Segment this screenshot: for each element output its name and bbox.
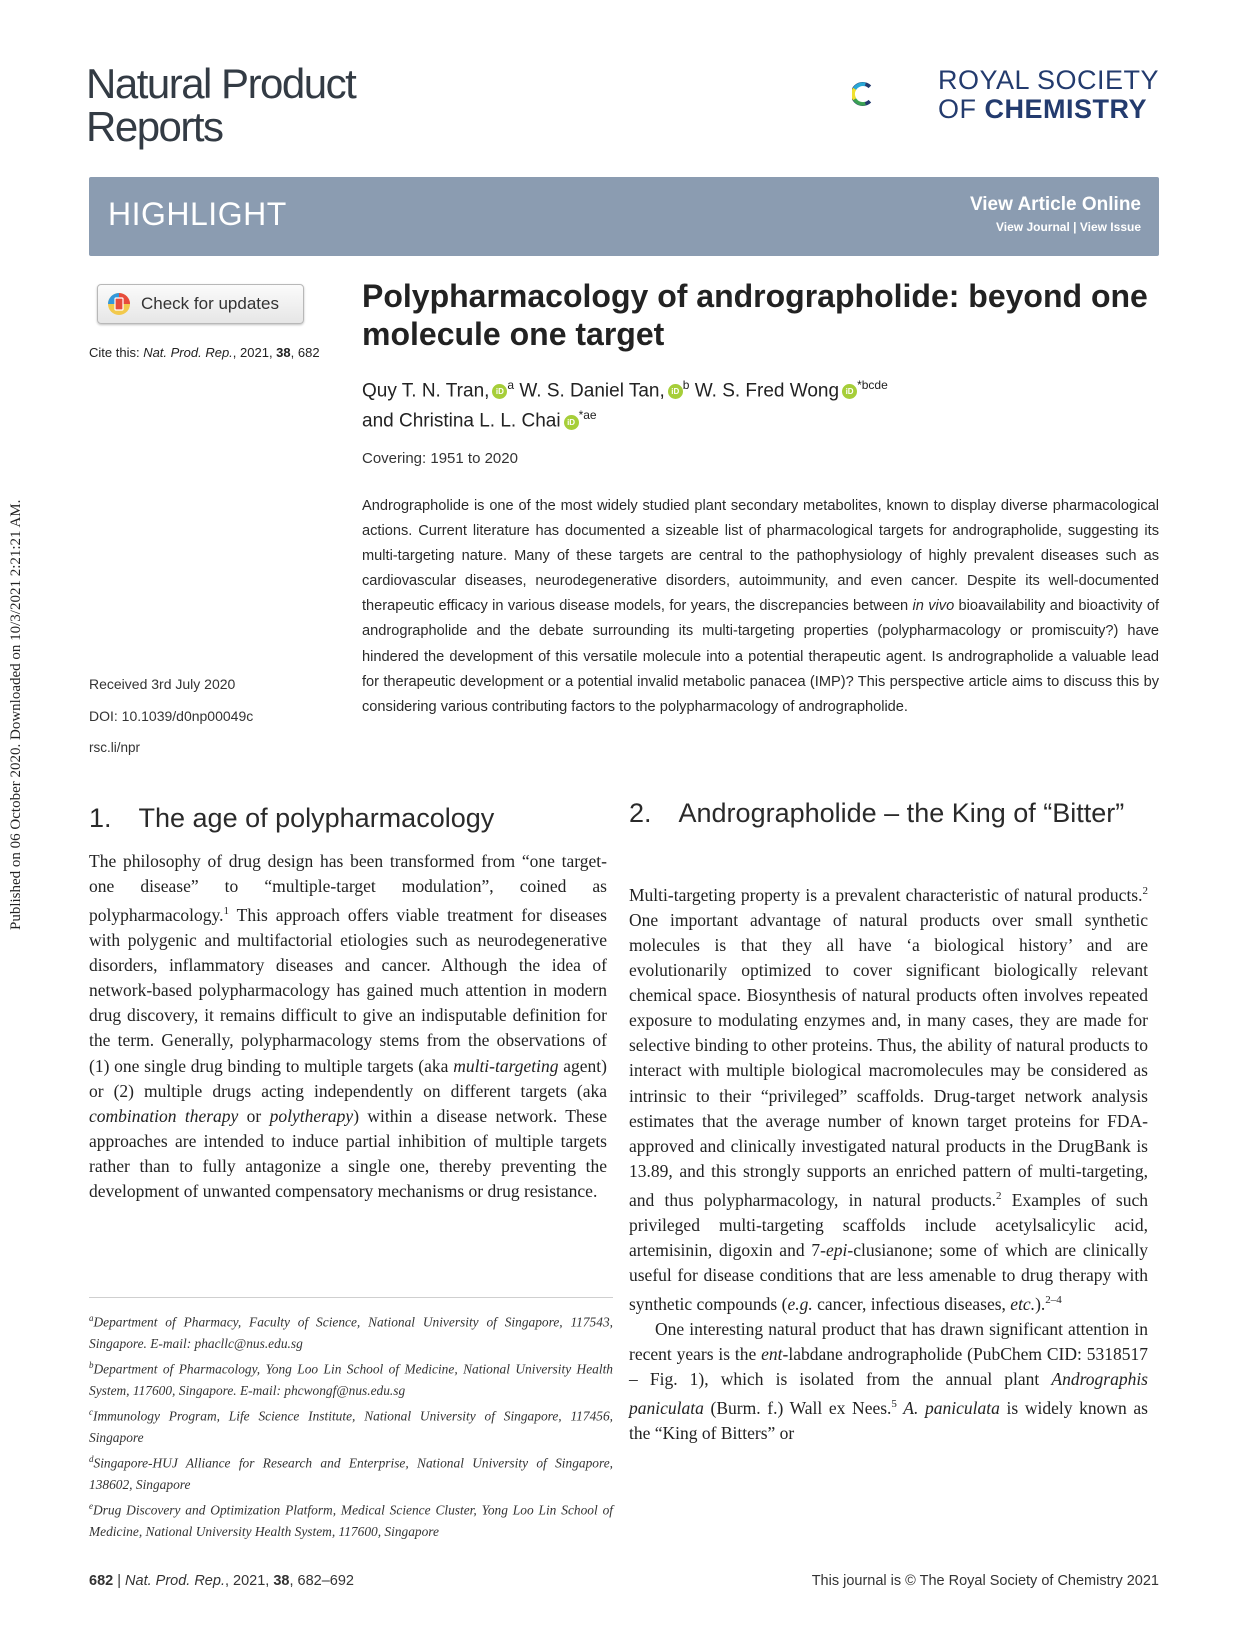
footnote-item: $^d$Singapore-HUJ Alliance for Research and Enterprise, National University of Singapore, 138602, Singapore bbox=[89, 1454, 613, 1493]
journal-link[interactable]: rsc.li/npr bbox=[89, 740, 141, 755]
abstract-text: bioavailability and bioactivity of andrographolide and the debate surrounding its multi-targeting properties (polypharmacology or promiscuity?) have hindered the development of this versatile molecule into a potential therapeutic agent. Is andrographolide a valuable lead for therapeutic development or a potential invalid metabolic panacea (IMP)? This perspective article aims to discuss this by considering various contributing factors to the polypharmacology of andrographolide. bbox=[362, 598, 1159, 715]
orcid-icon[interactable]: iD bbox=[564, 415, 579, 430]
article-links bbox=[970, 194, 1141, 234]
publisher-chem: CHEMISTRY bbox=[984, 94, 1148, 124]
covering-period: Covering: 1951 to 2020 bbox=[362, 450, 518, 467]
author-affiliation: a bbox=[507, 378, 515, 392]
reference-mark[interactable]: 2–4 bbox=[1045, 1294, 1062, 1307]
check-for-updates-label: Check for updates bbox=[141, 294, 279, 313]
received-date: Received 3rd July 2020 bbox=[89, 676, 236, 692]
orcid-icon[interactable]: iD bbox=[842, 384, 857, 399]
page-footer-left bbox=[89, 1573, 354, 1589]
cite-page: , 682 bbox=[290, 345, 320, 360]
orcid-icon[interactable]: iD bbox=[492, 384, 507, 399]
doi[interactable]: DOI: 10.1039/d0np00049c bbox=[89, 708, 254, 724]
page-number: 682 bbox=[89, 1573, 114, 1589]
publisher-of: OF bbox=[938, 94, 977, 124]
reference-mark[interactable]: 5 bbox=[891, 1398, 897, 1411]
footer-separator: | bbox=[113, 1573, 126, 1589]
view-issue-link[interactable]: View Issue bbox=[1079, 220, 1141, 234]
reference-mark[interactable]: 2 bbox=[1142, 885, 1148, 897]
rsc-logo-icon bbox=[852, 50, 932, 138]
author-name[interactable]: Quy T. N. Tran, bbox=[362, 380, 490, 402]
author-affiliation: b bbox=[682, 378, 690, 392]
reference-mark[interactable]: 1 bbox=[223, 905, 229, 918]
abstract-emphasis: in vivo bbox=[912, 598, 955, 615]
section-2-heading: 2. Andrographolide – the King of “Bitter” bbox=[629, 798, 1125, 828]
orcid-icon[interactable]: iD bbox=[668, 384, 683, 399]
cite-journal: Nat. Prod. Rep. bbox=[143, 345, 233, 360]
cite-year: , 2021, bbox=[232, 345, 277, 360]
footnote-divider bbox=[89, 1297, 613, 1298]
footer-year: , 2021, bbox=[224, 1573, 274, 1589]
footer-range: , 682–692 bbox=[289, 1573, 354, 1589]
copyright-notice: This journal is © The Royal Society of Chemistry 2021 bbox=[811, 1573, 1159, 1589]
author-affiliation: *ae bbox=[578, 408, 597, 423]
view-article-online-link[interactable]: View Article Online bbox=[969, 194, 1141, 215]
footnote-item: $^e$Drug Discovery and Optimization Platform, Medical Science Cluster, Yong Loo Lin School of Medicine, National University Health System, 117600, Singapore bbox=[89, 1501, 613, 1540]
footnote-item: $^c$Immunology Program, Life Science Institute, National University of Singapore, 117456, Singapore bbox=[89, 1407, 613, 1446]
footnote-item: $^b$Department of Pharmacology, Yong Loo Lin School of Medicine, National University Health System, 117600, Singapore. E-mail: phcwongf@nus.edu.sg bbox=[89, 1360, 613, 1399]
view-journal-link[interactable]: View Journal bbox=[995, 220, 1070, 234]
journal-title-line2: Reports bbox=[86, 103, 223, 150]
footer-journal: Nat. Prod. Rep. bbox=[125, 1573, 225, 1589]
cite-volume: 38 bbox=[276, 345, 291, 360]
abstract-text: Andrographolide is one of the most widely studied plant secondary metabolites, known to display diverse pharmacological actions. Current literature has documented a sizeable list of pharmacological targets for andrographolide, suggesting its multi-targeting nature. Many of these targets are central to the pathophysiology of highly prevalent diseases such as cardiovascular diseases, neurodegenerative disorders, autoimmunity, and even cancer. Despite its well-documented therapeutic efficacy in various disease models, for years, the discrepancies between bbox=[362, 498, 1159, 615]
footnote-item: $^a$Department of Pharmacy, Faculty of Science, National University of Singapore, 117543, Singapore. E-mail: phacllc@nus.edu.sg bbox=[89, 1313, 613, 1351]
journal-title bbox=[86, 62, 355, 148]
reference-mark[interactable]: 2 bbox=[996, 1189, 1002, 1202]
publisher-line1: ROYAL SOCIETY bbox=[938, 65, 1160, 95]
author-name[interactable]: W. S. Fred Wong bbox=[689, 380, 840, 402]
check-updates-icon bbox=[107, 292, 131, 316]
affiliation-footnotes bbox=[89, 1308, 613, 1543]
published-note: Published on 06 October 2020. Downloaded on 10/3/2021 2:21:21 AM. bbox=[8, 499, 24, 930]
article-type-label: HIGHLIGHT bbox=[108, 196, 287, 232]
article-title: Polypharmacology of andrographolide: beyond one molecule one target bbox=[362, 278, 1148, 352]
section-1-body: The philosophy of drug design has been transformed from “one target-one disease” to “multiple-target modulation”, coined as polypharmacology.$^1$ This approach offers viable treatment for diseases with polygenic and multifactorial etiologies such as neurodegenerative disorders, inflammatory diseases and cancer. Although the idea of network-based polypharmacology has gained much attention in modern drug discovery, it remains difficult to give an indisputable definition for the term. Generally, polypharmacology stems from the observations of (1) one single drug binding to multiple targets (aka multi-targeting agent) or (2) multiple drugs acting independently on different targets (aka combination therapy or polytherapy) within a disease network. These approaches are intended to induce partial inhibition of multiple targets rather than to fully antagonize a single one, thereby preventing the development of unwanted compensatory mechanisms or drug resistance. bbox=[89, 851, 608, 1202]
abstract bbox=[362, 494, 1159, 720]
publisher-name bbox=[938, 66, 1159, 124]
link-separator: | bbox=[1073, 220, 1077, 234]
journal-title-line1: Natural Product bbox=[86, 60, 356, 107]
author-name[interactable]: and Christina L. L. Chai bbox=[362, 410, 561, 432]
citation bbox=[89, 345, 320, 360]
section-2-body: Multi-targeting property is a prevalent characteristic of natural products.$^2$ One important advantage of natural products over small synthetic molecules is that they all have ‘a biological history’ and are evolutionarily optimized to cover significant biologically relevant chemical space. Biosynthesis of natural products often involves repeated exposure to modulating enzymes and, in many cases, they are made for selective binding to other proteins. Thus, the ability of natural products to interact with multiple biological macromolecules may be considered as intrinsic to their “privileged” scaffolds. Drug-target network analysis estimates that the average number of known target proteins for FDA-approved and clinically investigated natural products in the DrugBank is 13.89, and this strongly supports an enriched pattern of multi-targeting, and thus polypharmacology, in natural products.$^2$ Examples of such privileged multi-targeting scaffolds include acetylsalicylic acid, artemisinin, digoxin and 7-epi-clusianone; some of which are clinically useful for disease conditions that are less amenable to drug therapy with synthetic compounds (e.g. cancer, infectious diseases, etc.).$^{2-4}$ One interesting natural product that has drawn significant attention in recent years is the ent-labdane andrographolide (PubChem CID: 5318517 – Fig. 1), which is isolated from the annual plant Andrographis paniculata (Burm. f.) Wall ex Nees.$^5$ A. paniculata is widely known as the “King of Bitters” or bbox=[629, 884, 1148, 1444]
check-for-updates-button[interactable] bbox=[97, 284, 304, 324]
section-1-heading: 1. The age of polypharmacology bbox=[89, 803, 495, 833]
author-list bbox=[362, 373, 1162, 434]
author-affiliation: *bcde bbox=[857, 378, 888, 392]
cite-prefix: Cite this: bbox=[89, 345, 144, 360]
author-name[interactable]: W. S. Daniel Tan, bbox=[514, 380, 665, 402]
footer-volume: 38 bbox=[273, 1573, 290, 1589]
